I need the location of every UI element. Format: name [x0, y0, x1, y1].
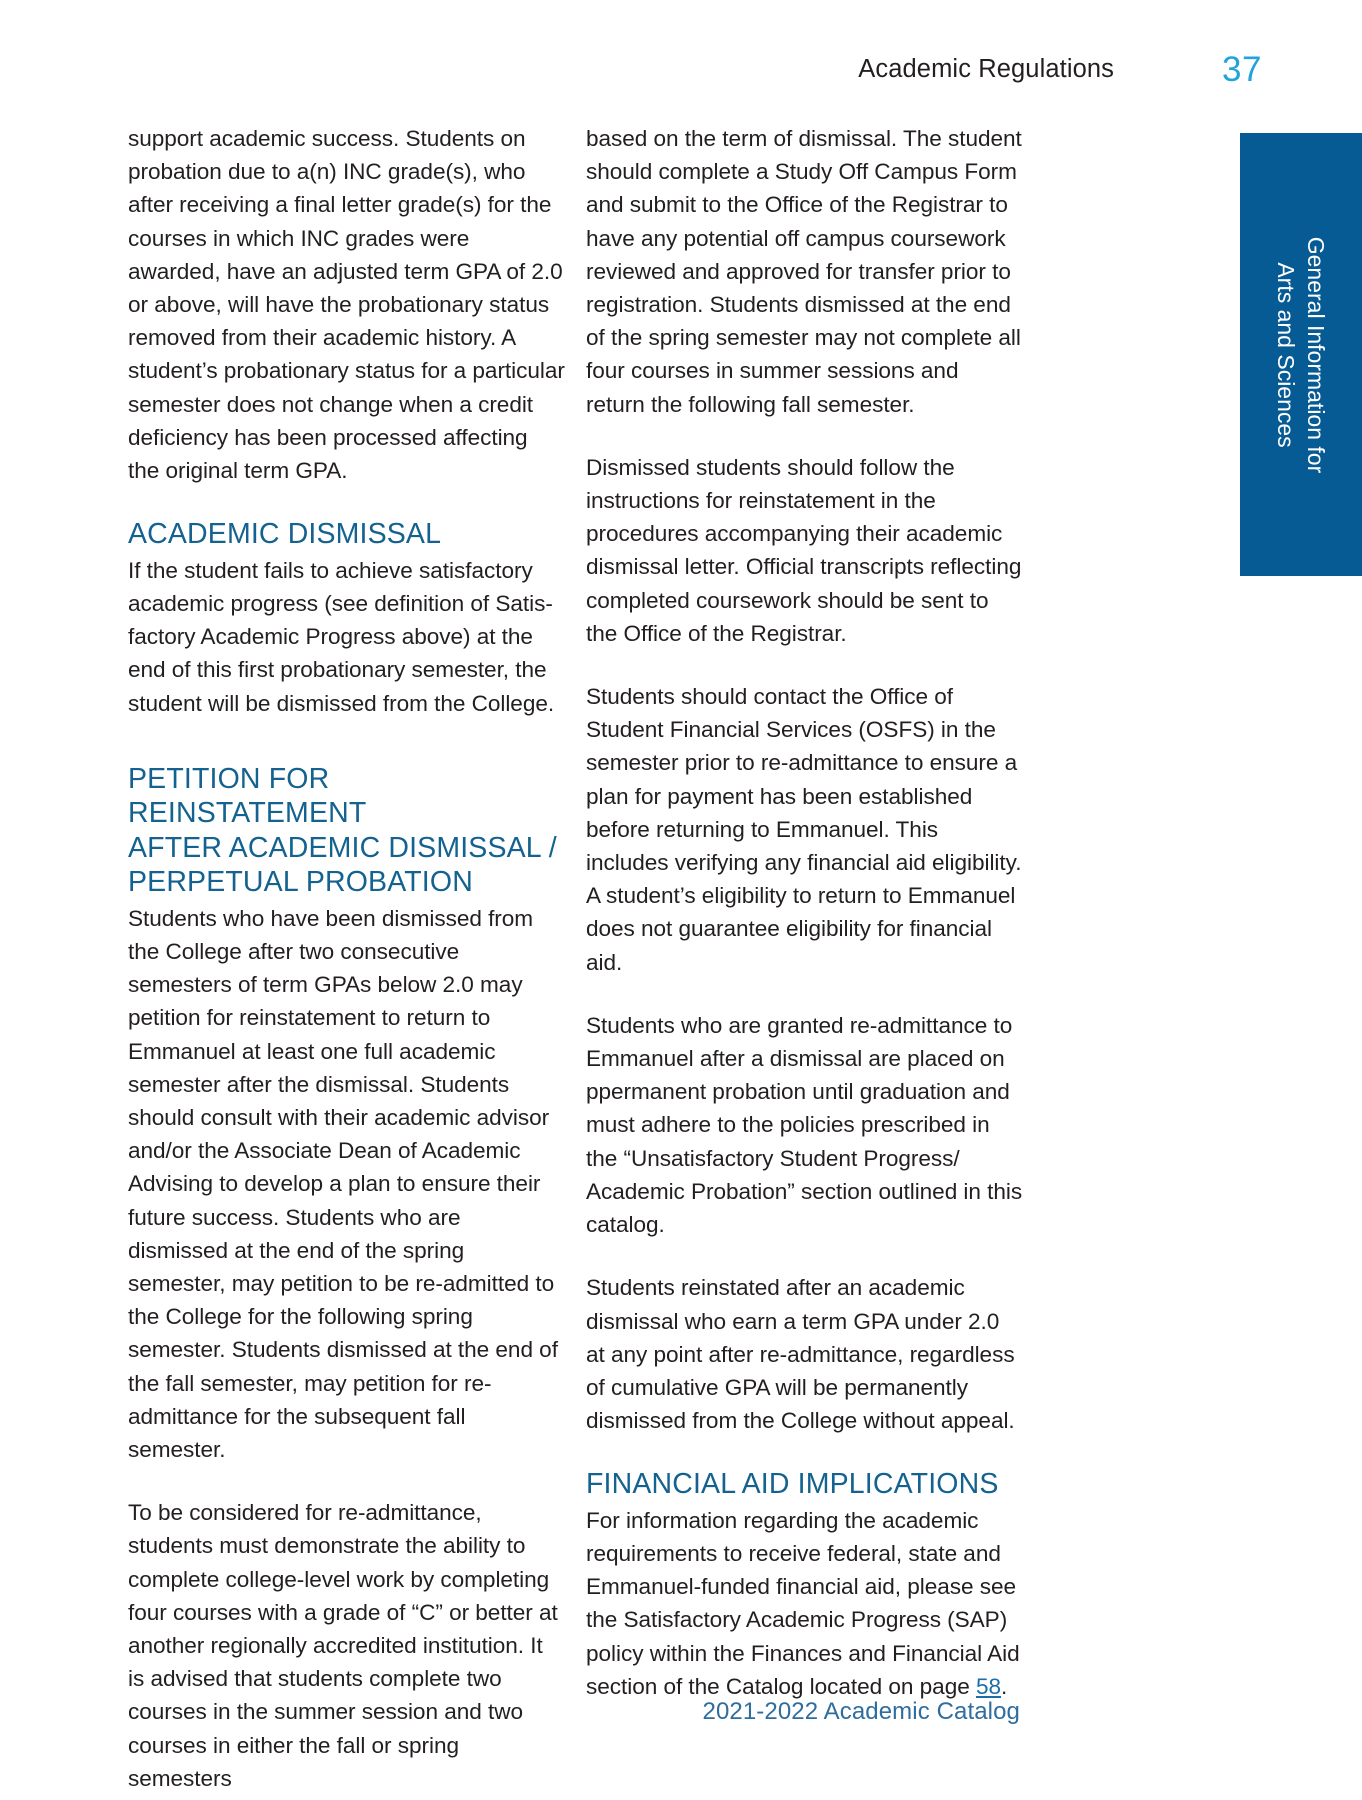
page-title: Academic Regulations — [858, 55, 1114, 83]
paragraph: Students who are granted re-admittance to Emmanuel after a dismissal are placed on ppermanent probation until graduation and must adhere to the policies prescribed in the “Unsatisfactory Student Progress/ Academic Probation” section outlined in this catalog. — [586, 1012, 1023, 1238]
heading-academic-dismissal: ACADEMIC DISMISSAL — [128, 518, 442, 551]
section-side-tab — [1240, 133, 1362, 576]
paragraph: If the student fails to achieve satisfactory academic progress (see definition of Satis-factory Academic Progress above) at the end of this first probationary semester, the student will be dismissed from the College. — [128, 557, 555, 716]
footer-catalog-label: 2021-2022 Academic Catalog — [702, 1698, 1020, 1725]
heading-line-3: PERPETUAL PROBATION — [128, 866, 473, 899]
heading-line-1: PETITION FOR REINSTATEMENT — [128, 762, 367, 830]
side-tab-line-2: Arts and Sciences — [1273, 261, 1299, 448]
heading-line-2: AFTER ACADEMIC DISMISSAL / — [128, 831, 557, 864]
page-header — [0, 50, 1362, 95]
left-text-column — [128, 122, 565, 1795]
heading-financial-aid-implications: FINANCIAL AID IMPLICATIONS — [586, 1468, 999, 1501]
paragraph-with-link — [586, 1504, 1023, 1703]
paragraph: Students who have been dismissed from the College after two consecutive semesters of term GPAs below 2.0 may petition for reinstatement to return to Emmanuel at least one full academic semester after the dismissal. Students should consult with their academic advisor and/or the Associate Dean of Academic Advising to develop a plan to ensure their future success. Students who are dismissed at the end of the spring semester, may petition to be re-admitted to the College for the following spring semester. Students dismissed at the end of the fall semester, may petition for re-admittance for the subsequent fall semester. — [128, 905, 558, 1462]
paragraph: To be considered for re-admittance, students must demonstrate the ability to complete college-level work by completing four courses with a grade of “C” or better at another regionally accredited institution. It is advised that students complete two courses in the summer session and two courses in either the fall or spring semesters — [128, 1500, 558, 1791]
page-reference-link[interactable]: 58 — [975, 1673, 1001, 1699]
side-tab-line-1: General Information for — [1303, 236, 1329, 473]
paragraph: Students should contact the Office of Student Financial Services (OSFS) in the semester prior to re-admittance to ensure a plan for payment has been established before returning to Emmanuel. This includes verifying any financial aid eligibility. A student’s eligibility to return to Emmanuel does not guarantee eligibility for financial aid. — [586, 684, 1022, 975]
side-tab-label — [1271, 133, 1331, 576]
paragraph-text-before-link: For information regarding the academic requirements to receive federal, state and Emmanuel-funded financial aid, please see the Satisfactory Academic Progress (SAP) policy within the Finances and Financial Aid section of the Catalog located on page — [586, 1507, 1020, 1699]
paragraph: based on the term of dismissal. The student should complete a Study Off Campus Form and submit to the Office of the Registrar to have any potential off campus coursework reviewed and approved for transfer prior to registration. Students dismissed at the end of the spring semester may not complete all four courses in summer sessions and return the following fall semester. — [586, 126, 1022, 417]
paragraph: Students reinstated after an academic dismissal who earn a term GPA under 2.0 at any point after re-admittance, regardless of cumulative GPA will be permanently dismissed from the College without appeal. — [586, 1275, 1015, 1434]
paragraph: support academic success. Students on probation due to a(n) INC grade(s), who after receiving a final letter grade(s) for the courses in which INC grades were awarded, have an adjusted term GPA of 2.0 or above, will have the probationary status removed from their academic history. A student’s probationary status for a particular semester does not change when a credit deficiency has been processed affecting the original term GPA. — [128, 126, 565, 484]
page-footer — [0, 1698, 1362, 1726]
paragraph: Dismissed students should follow the instructions for reinstatement in the procedures accompanying their academic dismissal letter. Official transcripts reflecting completed coursework should be sent to the Office of the Registrar. — [586, 454, 1022, 646]
right-text-column — [586, 122, 1023, 1703]
heading-petition-for-reinstatement — [128, 762, 565, 900]
page-number: 37 — [1222, 50, 1262, 89]
paragraph-text-after-link: . — [1001, 1673, 1008, 1699]
